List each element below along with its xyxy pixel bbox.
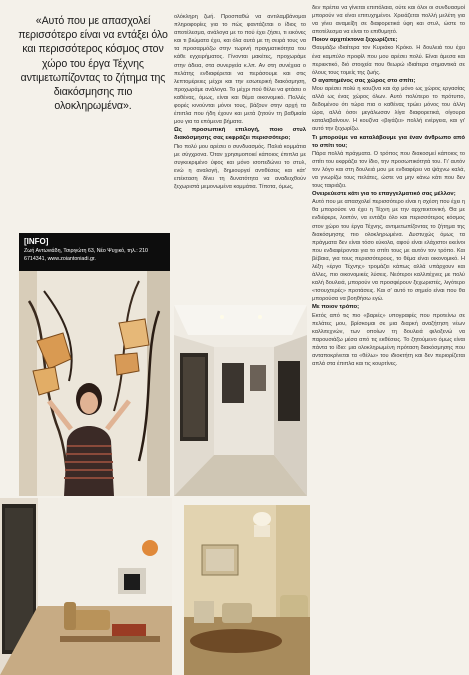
article-paragraph: Πιο πολύ μου αρέσει ο συνδυασμός. Παλιά κομμάτια με σύγχρονα. Όταν χρησιμοποιεί κάποιος έπιπλα με συγκεκριμένο ύφος και μόνο ισοπεδώνει το στυλ, ενώ η αναλογή, δημιουργεί αντιθέσεις και κάτ' επέκταση δίνει τη δυνατότητα να αναδειχθούν ξεχωριστά μεμονωμένα κομμάτια. Τίποτα, όμως, bbox=[174, 143, 306, 190]
article-subheading: Με ποιον τρόπο; bbox=[312, 304, 360, 311]
article-subheading: Ποιον αρχιτέκτονα ξεχωρίζετε; bbox=[312, 37, 398, 44]
photo-gallery-interior bbox=[174, 305, 307, 496]
article-subheading: Τι μπορούμε να καταλάβουμε για έναν άνθρωπο από το σπίτι του; bbox=[312, 134, 465, 149]
article-subheading: Ο αγαπημένος σας χώρος στο σπίτι; bbox=[312, 77, 416, 84]
article-paragraph: Εκτός από τις πιο «βαριές» υπογραφές που προτείνω σε πελάτες μου, βρίσκομαι σε μια διαρκή αναζήτηση νέων καλλιτεχνών, των οποίων τη δουλειά φιλοξενώ να παρουσιάζω μέσα από τις εκθέσεις. Το ζητούμενο όμως είναι πάντα το ίδιο: μια ολοκληρωμένη πρόταση διακόσμησης που ανταποκρίνεται τα «θέλω» του ιδιοκτήτη και δεν περιορίζεται απλά στα έπιπλα και τις κουρτίνες. bbox=[312, 312, 465, 368]
photo-artist-illustration bbox=[19, 271, 170, 496]
article-paragraph: Πάρα πολλά πράγματα. Ο τρόπος που διακοσμεί κάποιος το σπίτι του εκφράζει τον ίδιο, την προσωπικότητά του. Γι' αυτόν τον λόγο και στη δουλειά μου με ενδιαφέρει να ψάχνω καλά, να γνωρίζω τους πελάτες, ώστε να μην κάνω κάτι που δεν τους ταιριάζει. bbox=[312, 150, 465, 190]
photo-gallery-illustration bbox=[174, 305, 307, 496]
info-title: [INFO] bbox=[24, 237, 49, 246]
article-subheading: Ως προσωπική επιλογή, ποιο στυλ διακόσμησης σας εκφράζει περισσότερο; bbox=[174, 127, 306, 142]
photo-living-room-illustration bbox=[0, 498, 172, 675]
article-column-right bbox=[312, 4, 465, 368]
pull-quote: «Αυτό που με απασχολεί περισσότερο είναι να εντάξει όλο και περισσότερος κόσμος στον χώρο του έργα Τέχνης αντιμετωπίζοντας το ζήτημα της διακόσμησης πιο ολοκληρωμένα». bbox=[18, 15, 168, 113]
photo-artist-with-sculptures bbox=[19, 271, 170, 496]
article-column-middle bbox=[174, 13, 306, 191]
photo-living-room bbox=[0, 498, 172, 675]
article-subheading: Ονειρεύεστε κάτι για το επαγγελματικό σας μέλλον; bbox=[312, 191, 456, 198]
info-box bbox=[19, 233, 170, 271]
info-text: Ζωή Αντωνιάδη, Τσιριγώτη 63, Νέο Ψυχικό, τηλ.: 210 6714341, www.zoiantoniadi.gr. bbox=[24, 248, 149, 262]
photo-office bbox=[184, 505, 310, 675]
article-paragraph: Μου αρέσει πολύ η κουζίνα και όχι μόνο ως χώρος εργασίας αλλά ως ένας χώρος όλων. Αυτό πολύτερο το πρότυπο, δεδομένου ότι τώρα πια ο καθένας τρώει μόνος του άλλη ώρα, αλλά όσοι μεγάλωσαν λίγα διαφορετικά, οίγουρα καταλαβαίνουν. Η κουζίνα «βιγάζει» πολλή ενέργεια, και γι' αυτό την ξεχωρίζω. bbox=[312, 85, 465, 133]
article-paragraph: Αυτό που με απασχολεί περισσότερο είναι η σχέση που έχει η θα μπορούσε να έχει η Τέχνη με την αρχιτεκτονική. Θα με ενδιέφερε, λοιπόν, να εντάξει όλο και περισσότερος κόσμος στον χώρο του έργα Τέχνης, αντιμετωπίζοντας το ζήτημα της διακόσμησης πιο ολοκληρωμένα. Δυστυχώς όμως τα πράγματα δεν είναι τόσο εύκολα, αφού είναι ελάχιστοι εκείνοι που ενδιαφέρονται για το σπίτι τους με αυτόν τον τρόπο. Και βέβαια, για τους περισσότερους, το θέμα είναι οικονομικό. Η λέξη «έργο Τέχνης» τρομάζει κάπως αλλά υπάρχουν και άλλες, πιο οικονομικές λύσεις. Νεότεροι καλλιτέχνες με πολύ καλή δουλειά, μπορούν να προσφέρουν ξεχωριστές, λιγότερο «τσουχτερές» προτάσεις. Και σ' αυτό το σημείο είναι που θα μπορούσα να βοηθήσω εγώ. bbox=[312, 199, 465, 303]
article-paragraph: Θαυμάζω ιδιαίτερα τον Κυριάκο Κρόκο. Η δουλειά του έχει ένα καμπύλο προφίλ που μου αρέσει πολύ. Είναι άμεσα και περιεκτικό, διό στοιχεία που θεωρώ ιδιαίτερα σημαντικά σε όλους τους τομείς της ζωής. bbox=[312, 45, 465, 76]
article-paragraph: ολόκληρη ζωή. Προσπαθώ να αντιλαμβάνομαι πληροφορίες για το πώς φαντάζεται ο ίδιος το αποτέλεσμα, ανάλογα με το πού έχει ζήσει, τι εικόνες και τι βιώματα έχει, και όλα αυτά με τη σειρά τους να τα προσαρμόζω στην τωρινή πραγματικότητα του κάθε εγχειρήματος. Γίνονται μακέτες, προχωράμε στην άδεια, στα συνεργεία κ.λπ. Αν στη συνέχεια ο πελάτης ενδιαφέρεται να περάσουμε και στις λεπτομέρειες μέχρι και την εσωτερική διακόσμηση, προχωράμε ανάλογα. Το μέχρι πού θέλει να φτάσει ο καθένας, όμως, είναι και θέμα οικονομικό. Πολλές φορές κινούνται μόνοι τους, βάζουν στην αρχή τα έπιπλα που ήδη έχουν και μετά ζητούν τη βαθμιαία μου για τα επόμενα βήματα. bbox=[174, 14, 306, 126]
photo-office-illustration bbox=[184, 505, 310, 675]
article-paragraph: δεν πρέπει να γίνεται επιπόλαια, ούτε και όλοι οι συνδυασμοί μπορούν να είναι επιτυχημένοι. Χρειάζεται πολλή μελέτη για να γίνει αναμείξη σε διαφορετικά ύφη και στυλ, ώστε το αποτέλεσμα να είναι το επιθυμητό. bbox=[312, 5, 465, 36]
